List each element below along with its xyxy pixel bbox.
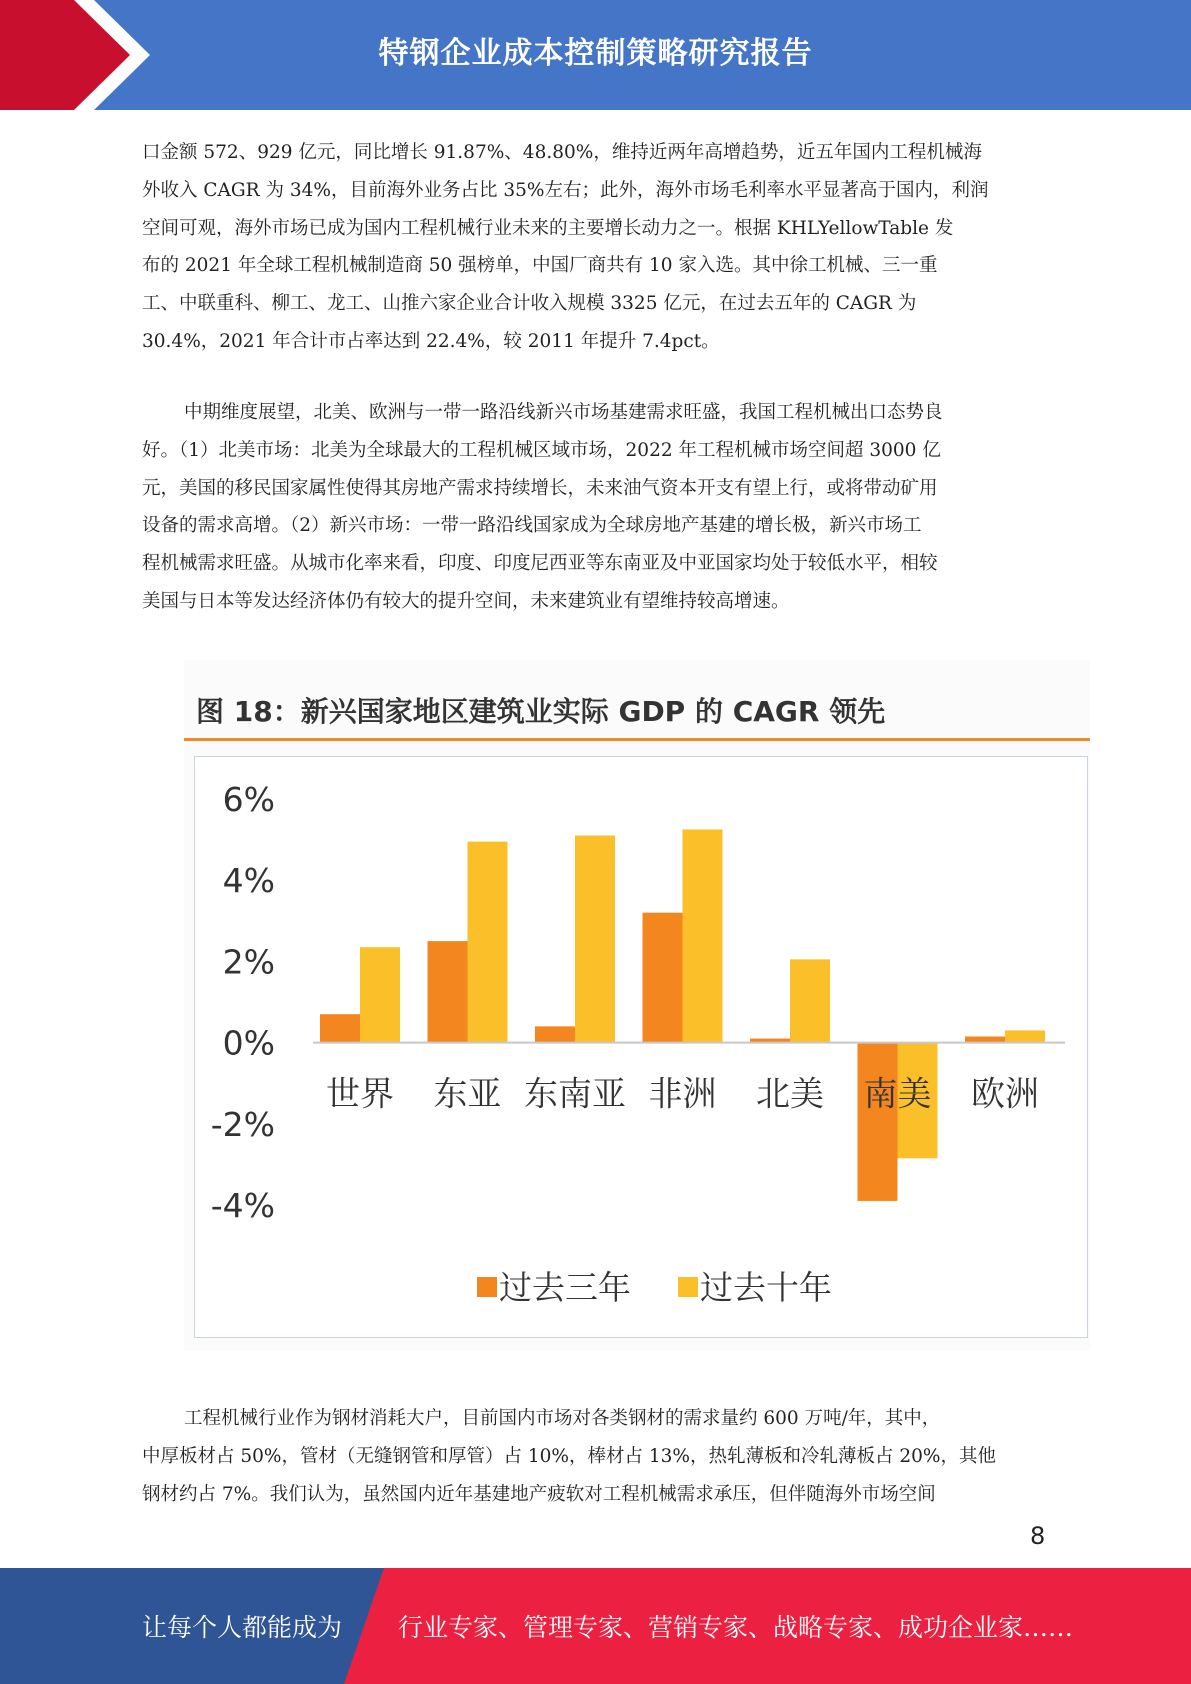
bar-past-ten-years (360, 947, 400, 1042)
bar-past-ten-years (790, 959, 830, 1042)
paragraph-1 (142, 134, 1052, 361)
y-tick-label: 2% (222, 942, 275, 982)
category-label: 非洲 (648, 1074, 717, 1115)
page-footer (0, 1568, 1191, 1684)
footer-slogan-right: 行业专家、管理专家、营销专家、战略专家、成功企业家…… (398, 1613, 1074, 1642)
legend-label: 过去三年 (499, 1268, 631, 1307)
bar-past-three-years (858, 1043, 898, 1201)
y-tick-label: 0% (222, 1023, 275, 1063)
bar-past-three-years (428, 941, 468, 1043)
figure-title: 图 18：新兴国家地区建筑业实际 GDP 的 CAGR 领先 (196, 695, 886, 728)
y-tick-label: -2% (210, 1104, 275, 1144)
category-label: 南美 (863, 1074, 932, 1115)
y-tick-label: -4% (210, 1186, 275, 1225)
figure-18 (184, 660, 1090, 1350)
paragraph-3 (142, 1400, 1052, 1513)
text-line: 设备的需求高增。（2）新兴市场：一带一路沿线国家成为全球房地产基建的增长极，新兴市场工 (142, 515, 922, 537)
bar-past-ten-years (468, 842, 508, 1043)
text-line: 钢材约占 7%。我们认为，虽然国内近年基建地产疲软对工程机械需求承压，但伴随海外市场空间 (142, 1483, 936, 1505)
bar-chart (195, 757, 1087, 1337)
text-line: 口金额 572、929 亿元，同比增长 91.87%、48.80%，维持近两年高增趋势，近五年国内工程机械海 (142, 142, 982, 163)
bar-past-ten-years (1005, 1030, 1045, 1042)
y-tick-label: 6% (222, 780, 275, 819)
text-line: 美国与日本等发达经济体仍有较大的提升空间，未来建筑业有望维持较高增速。 (142, 590, 790, 612)
legend-swatch (678, 1277, 698, 1297)
legend-label: 过去十年 (700, 1268, 832, 1307)
text-line: 布的 2021 年全球工程机械制造商 50 强榜单，中国厂商共有 10 家入选。其中徐工机械、三一重 (142, 255, 938, 277)
text-line: 空间可观，海外市场已成为国内工程机械行业未来的主要增长动力之一。根据 KHLYellowTable 发 (142, 217, 954, 239)
category-label: 欧洲 (971, 1074, 1039, 1115)
category-label: 世界 (326, 1074, 394, 1115)
header-title: 特钢企业成本控制策略研究报告 (378, 36, 813, 71)
footer-slogan-left: 让每个人都能成为 (142, 1613, 343, 1642)
y-tick-label: 4% (222, 861, 275, 901)
text-line: 30.4%，2021 年合计市占率达到 22.4%，较 2011 年提升 7.4pct。 (142, 330, 720, 352)
category-label: 东南亚 (524, 1074, 626, 1115)
page-number: 8 (1030, 1522, 1046, 1550)
figure-title-rule (184, 738, 1090, 741)
text-line: 中厚板材占 50%，管材（无缝钢管和厚管）占 10%，棒材占 13%，热轧薄板和冷轧薄板占 20%，其他 (142, 1445, 997, 1467)
page-header (0, 0, 1191, 110)
chart-frame (194, 756, 1088, 1338)
text-line: 程机械需求旺盛。从城市化率来看，印度、印度尼西亚等东南亚及中亚国家均处于较低水平，相较 (142, 553, 938, 575)
bar-past-three-years (320, 1014, 360, 1042)
bar-past-ten-years (683, 829, 723, 1042)
text-line: 外收入 CAGR 为 34%，目前海外业务占比 35%左右；此外，海外市场毛利率水平显著高于国内，利润 (142, 179, 989, 201)
text-line: 元，美国的移民国家属性使得其房地产需求持续增长，未来油气资本开支有望上行，或将带动矿用 (142, 477, 938, 499)
text-line: 工、中联重科、柳工、龙工、山推六家企业合计收入规模 3325 亿元，在过去五年的 CAGR 为 (142, 293, 917, 315)
bar-past-three-years (535, 1026, 575, 1042)
category-label: 东亚 (433, 1074, 502, 1115)
legend-swatch (477, 1277, 497, 1297)
text-line: 工程机械行业作为钢材消耗大户，目前国内市场对各类钢材的需求量约 600 万吨/年，其中， (184, 1408, 941, 1429)
bar-past-three-years (643, 913, 683, 1043)
text-line: 中期维度展望，北美、欧洲与一带一路沿线新兴市场基建需求旺盛，我国工程机械出口态势良 (184, 402, 943, 423)
bar-past-ten-years (575, 836, 615, 1043)
text-line: 好。（1）北美市场：北美为全球最大的工程机械区域市场，2022 年工程机械市场空间超 3000 亿 (142, 439, 941, 461)
paragraph-2 (142, 394, 1052, 621)
category-label: 北美 (756, 1074, 824, 1115)
